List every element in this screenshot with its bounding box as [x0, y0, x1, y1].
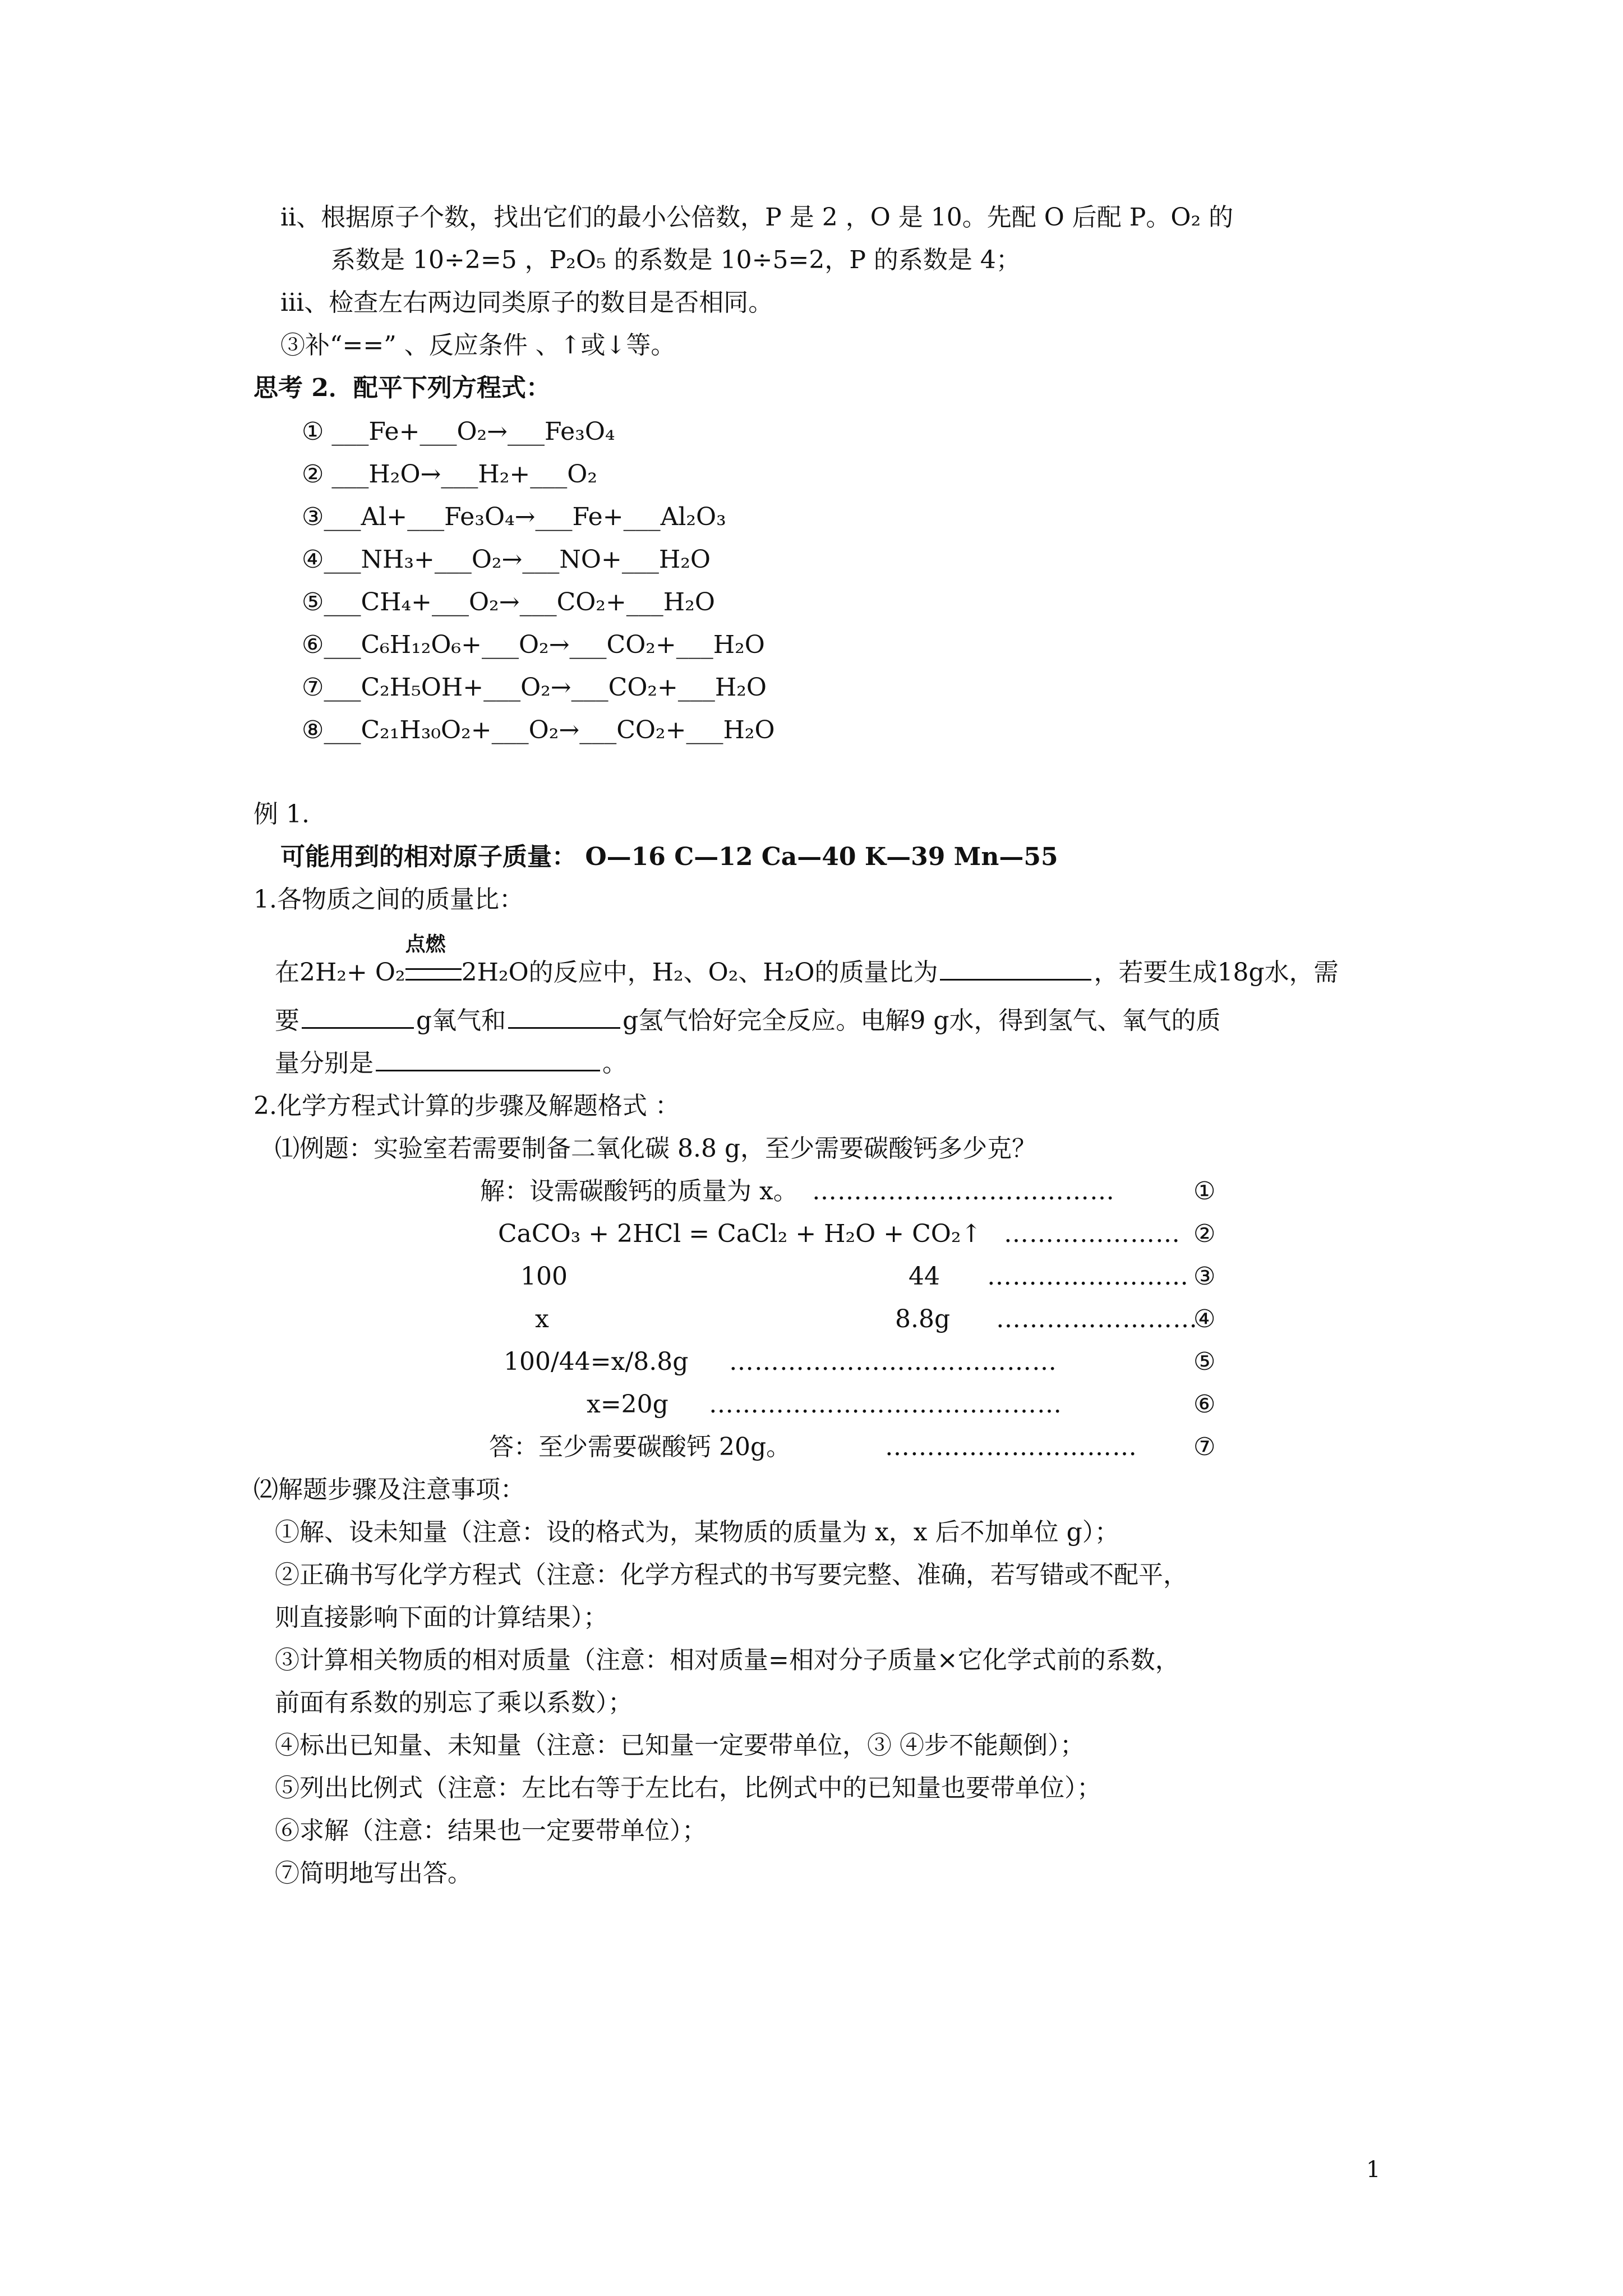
solution-step-7: 答：至少需要碳酸钙 20g。: [489, 1433, 791, 1461]
atomic-masses: 可能用到的相对原子质量： O—16 C—12 Ca—40 K—39 Mn—55: [280, 843, 1058, 871]
page-number: 1: [1366, 2157, 1381, 2183]
equation-7: ⑦___C₂H₅OH+___O₂→___CO₂+___H₂O: [302, 673, 767, 702]
intro-line-1: ⅱ、根据原子个数，找出它们的最小公倍数，P 是 2 ，O 是 10。先配 O 后配 P。O₂ 的: [280, 203, 1234, 232]
leader-dots: ……………………: [987, 1262, 1189, 1291]
equation-1: ① ___Fe+___O₂→___Fe₃O₄: [302, 417, 615, 446]
solution-step-5: 100/44=x/8.8g: [504, 1347, 689, 1376]
solution-step-1: 解：设需碳酸钙的质量为 x。: [480, 1177, 798, 1205]
equation-left: 在2H₂+ O₂: [275, 958, 405, 987]
double-line-sign: [405, 968, 462, 981]
leader-dots: …………………………: [885, 1433, 1137, 1461]
solution-step-4-left: x: [535, 1305, 549, 1333]
solution-step-2: CaCO₃ + 2HCl = CaCl₂ + H₂O + CO₂↑: [498, 1220, 982, 1248]
question-1-text-d: 要: [275, 1006, 299, 1035]
solution-mark-1: ①: [1193, 1177, 1216, 1205]
equation-2: ② ___H₂O→___H₂+___O₂: [302, 460, 597, 489]
question-1-line-2: [275, 1004, 1220, 1038]
leader-dots: …………………: [1004, 1220, 1181, 1248]
leader-dots: ………………………………: [812, 1177, 1115, 1205]
intro-line-2: 系数是 10÷2=5 ，P₂O₅ 的系数是 10÷5=2，P 的系数是 4；: [331, 246, 1021, 274]
step-6: ⑥求解（注意：结果也一定要带单位）；: [275, 1816, 707, 1845]
step-3-cont: 前面有系数的别忘了乘以系数）；: [275, 1688, 633, 1717]
equation-right: 2H₂O的反应中，H₂、O₂、H₂O的质量比为: [461, 958, 938, 987]
question-2-example: ⑴例题：实验室若需要制备二氧化碳 8.8 g，至少需要碳酸钙多少克？: [275, 1134, 1037, 1163]
answer-blank-oxygen[interactable]: [302, 1005, 414, 1029]
question-1-line-3: [275, 1047, 627, 1080]
step-2-cont: 则直接影响下面的计算结果）；: [275, 1603, 608, 1632]
solution-step-6: x=20g: [587, 1390, 668, 1419]
answer-blank-ratio[interactable]: [940, 956, 1091, 981]
steps-title: ⑵解题步骤及注意事项：: [253, 1475, 525, 1504]
step-2: ②正确书写化学方程式（注意：化学方程式的书写要完整、准确，若写错或不配平，: [275, 1561, 1188, 1589]
solution-mark-6: ⑥: [1193, 1390, 1216, 1419]
question-1-text-c: ，若要生成18g水，需: [1094, 958, 1339, 987]
equation-5: ⑤___CH₄+___O₂→___CO₂+___H₂O: [302, 588, 715, 616]
question-1-text-g: 量分别是: [275, 1049, 374, 1078]
leader-dots: …………………………………: [729, 1347, 1057, 1376]
solution-step-3-right: 44: [909, 1262, 940, 1291]
solution-mark-2: ②: [1193, 1220, 1216, 1248]
answer-blank-hydrogen[interactable]: [508, 1005, 620, 1029]
question-1-line-1: [275, 933, 1339, 990]
step-4: ④标出已知量、未知量（注意：已知量一定要带单位，③ ④步不能颠倒）；: [275, 1731, 1085, 1760]
think2-title: 思考 2．配平下列方程式：: [253, 374, 551, 402]
intro-line-3: ⅲ、检查左右两边同类原子的数目是否相同。: [280, 288, 773, 317]
step-7: ⑦简明地写出答。: [275, 1859, 472, 1888]
step-1: ①解、设未知量（注意：设的格式为，某物质的质量为 x，x 后不加单位 g）；: [275, 1518, 1119, 1547]
solution-step-4-right: 8.8g: [895, 1305, 951, 1333]
leader-dots: ……………………: [996, 1305, 1198, 1333]
equation-6: ⑥___C₆H₁₂O₆+___O₂→___CO₂+___H₂O: [302, 631, 765, 659]
question-2-title: 2.化学方程式计算的步骤及解题格式 ：: [253, 1092, 680, 1120]
solution-mark-7: ⑦: [1193, 1433, 1216, 1461]
reaction-condition: [405, 933, 462, 990]
leader-dots: ……………………………………: [709, 1390, 1062, 1419]
solution-mark-4: ④: [1193, 1305, 1216, 1333]
question-1-text-h: 。: [602, 1049, 627, 1078]
question-1-text-e: g氧气和: [416, 1006, 506, 1035]
ignite-label: 点燃: [405, 933, 446, 956]
step-5: ⑤列出比例式（注意：左比右等于左比右，比例式中的已知量也要带单位）；: [275, 1774, 1101, 1802]
solution-step-3-left: 100: [520, 1262, 568, 1291]
equation-3: ③___Al+___Fe₃O₄→___Fe+___Al₂O₃: [302, 503, 726, 531]
answer-blank-masses[interactable]: [376, 1047, 600, 1071]
example-title: 例 1.: [253, 800, 310, 829]
question-1-title: 1.各物质之间的质量比：: [253, 885, 524, 914]
step-3: ③计算相关物质的相对质量（注意：相对质量=相对分子质量×它化学式前的系数，: [275, 1646, 1180, 1674]
equation-4: ④___NH₃+___O₂→___NO+___H₂O: [302, 545, 711, 574]
solution-mark-3: ③: [1193, 1262, 1216, 1291]
equation-8: ⑧___C₂₁H₃₀O₂+___O₂→___CO₂+___H₂O: [302, 716, 775, 744]
intro-line-4: ③补“==” 、反应条件 、↑或↓等。: [280, 331, 676, 360]
question-1-text-f: g氢气恰好完全反应。电解9 g水，得到氢气、氧气的质: [623, 1006, 1221, 1035]
solution-mark-5: ⑤: [1193, 1347, 1216, 1376]
